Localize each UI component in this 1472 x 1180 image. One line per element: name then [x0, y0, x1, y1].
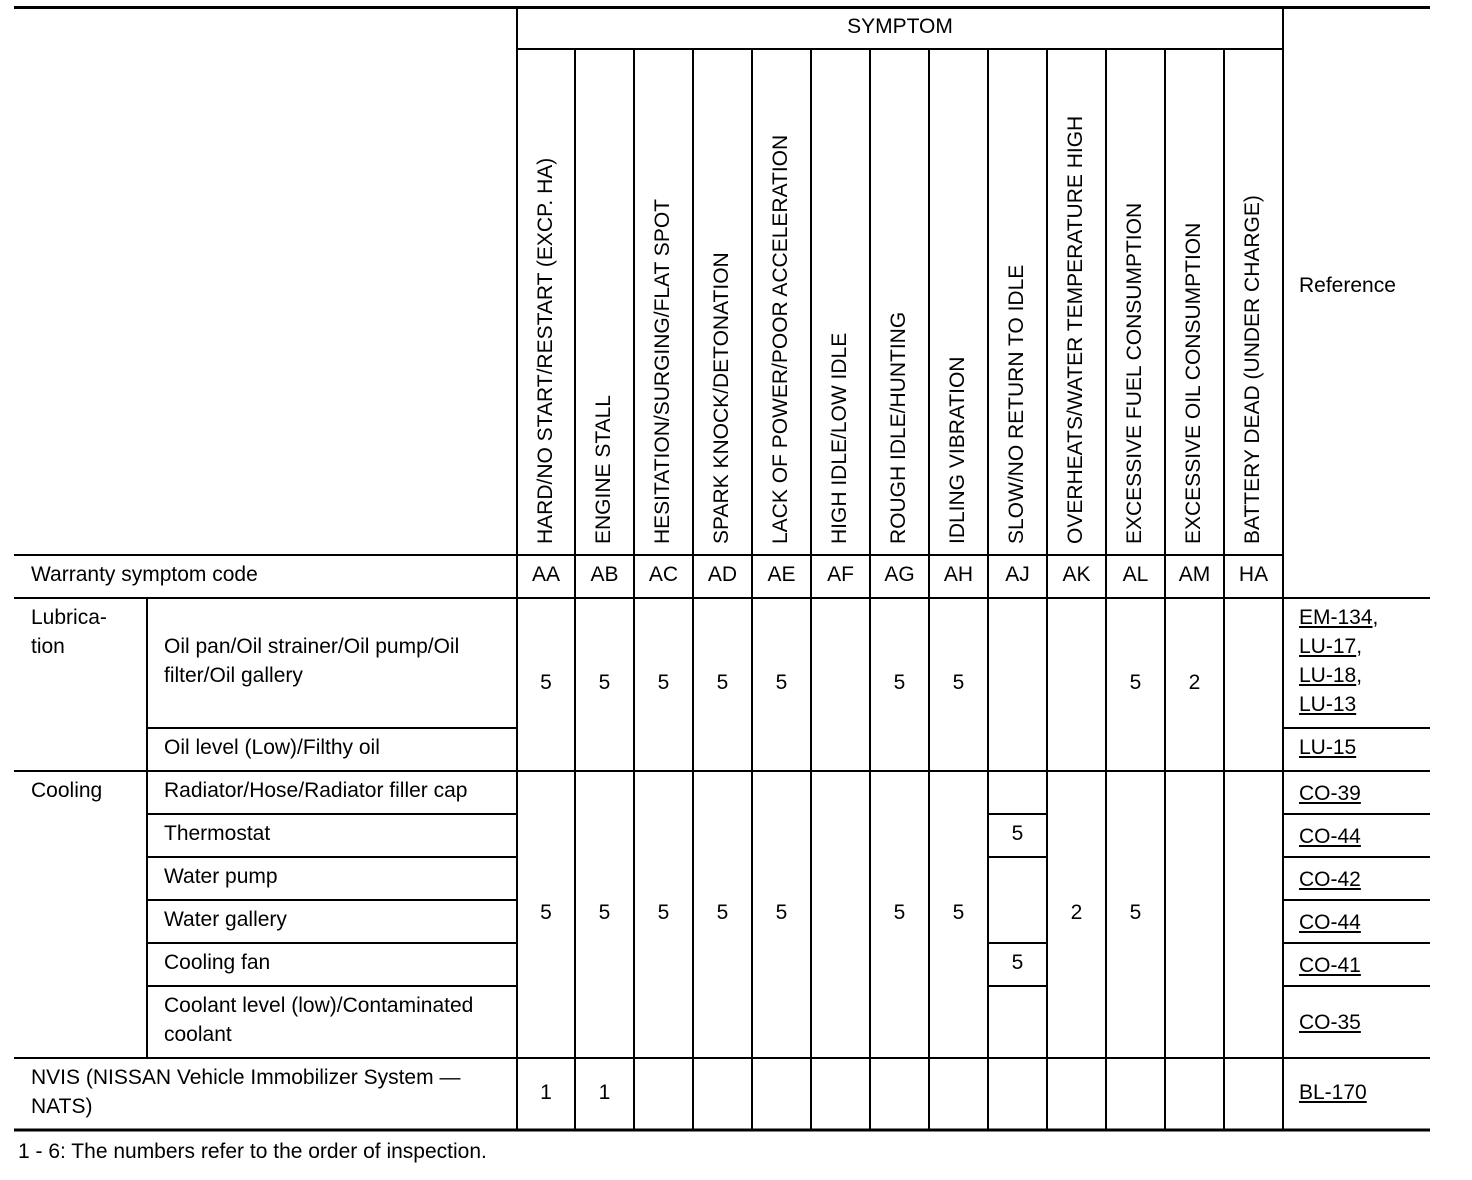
symptom-header: ENGINE STALL — [592, 395, 615, 544]
item-name-nvis: NVIS (NISSAN Vehicle Immobilizer System — — [31, 1066, 461, 1089]
warranty-code: AJ — [1005, 563, 1030, 586]
symptom-header: HESITATION/SURGING/FLAT SPOT — [651, 199, 674, 544]
inspection-order: 5 — [540, 901, 552, 924]
inspection-order: 5 — [598, 671, 611, 694]
warranty-code: AA — [531, 563, 560, 586]
inspection-order: 5 — [540, 671, 552, 694]
symptom-header: SLOW/NO RETURN TO IDLE — [1005, 264, 1028, 544]
footnote: 1 - 6: The numbers refer to the order of inspection. — [18, 1140, 487, 1163]
warranty-code: AH — [943, 563, 974, 586]
reference-link[interactable]: CO-44 — [1299, 824, 1361, 848]
inspection-order: 1 — [540, 1081, 552, 1104]
category-cooling: Cooling — [31, 779, 103, 802]
inspection-order: 5 — [775, 671, 788, 694]
warranty-code: AC — [648, 563, 679, 586]
reference-link[interactable]: CO-44 — [1299, 910, 1361, 934]
item-name: Radiator/Hose/Radiator filler cap — [164, 779, 468, 802]
reference-link[interactable]: EM-134, — [1299, 603, 1378, 632]
reference-link[interactable]: CO-41 — [1299, 953, 1361, 977]
item-name: Water pump — [164, 865, 278, 888]
reference-link[interactable]: LU-15 — [1299, 736, 1357, 759]
item-name: Oil level (Low)/Filthy oil — [164, 736, 380, 759]
inspection-order: 5 — [1011, 951, 1024, 974]
inspection-order: 5 — [1129, 671, 1142, 694]
category-lubrication: Lubrica- — [31, 606, 107, 629]
warranty-code: AK — [1062, 563, 1091, 586]
item-name: Oil pan/Oil strainer/Oil pump/Oil — [164, 635, 460, 658]
item-name: Coolant level (low)/Contaminated — [164, 994, 474, 1017]
reference-link[interactable]: LU-18, — [1299, 661, 1362, 690]
reference-link[interactable]: BL-170 — [1299, 1081, 1367, 1104]
warranty-code: AF — [827, 563, 854, 586]
warranty-code: AL — [1122, 563, 1149, 586]
inspection-order: 5 — [716, 671, 729, 694]
inspection-order: 5 — [1129, 901, 1142, 924]
item-name: Cooling fan — [164, 951, 271, 974]
category-lubrication: tion — [31, 635, 65, 658]
inspection-order: 5 — [893, 901, 906, 924]
symptom-header: SPARK KNOCK/DETONATION — [710, 252, 733, 544]
item-name: filter/Oil gallery — [164, 664, 303, 687]
warranty-code: HA — [1238, 563, 1269, 586]
inspection-order: 5 — [775, 901, 788, 924]
symptom-header: EXCESSIVE OIL CONSUMPTION — [1182, 222, 1205, 544]
inspection-order: 5 — [657, 901, 670, 924]
warranty-code: AE — [767, 563, 796, 586]
reference-link[interactable]: CO-42 — [1299, 867, 1361, 891]
reference-link[interactable]: CO-39 — [1299, 781, 1361, 805]
reference-link[interactable]: LU-17, — [1299, 632, 1362, 661]
inspection-order: 5 — [716, 901, 729, 924]
reference-header: Reference — [1299, 274, 1396, 297]
warranty-code: AD — [707, 563, 738, 586]
inspection-order: 2 — [1070, 901, 1083, 924]
symptom-group-header: SYMPTOM — [847, 15, 953, 38]
ref-separator: , — [1356, 664, 1363, 687]
symptom-header: HARD/NO START/RESTART (EXCP. HA) — [534, 157, 557, 544]
inspection-order: 5 — [952, 901, 965, 924]
inspection-order: 5 — [657, 671, 670, 694]
inspection-order: 5 — [598, 901, 611, 924]
ref-separator: , — [1356, 635, 1363, 658]
item-name: coolant — [164, 1023, 232, 1046]
reference-link[interactable]: LU-13 — [1299, 693, 1357, 716]
symptom-header: BATTERY DEAD (UNDER CHARGE) — [1241, 195, 1264, 544]
warranty-code: AG — [884, 563, 915, 586]
warranty-code: AM — [1178, 563, 1211, 586]
symptom-header: EXCESSIVE FUEL CONSUMPTION — [1123, 202, 1146, 544]
item-name: Water gallery — [164, 908, 287, 931]
symptom-header: ROUGH IDLE/HUNTING — [887, 311, 910, 544]
symptom-header: IDLING VIBRATION — [946, 356, 969, 544]
reference-link[interactable]: CO-35 — [1299, 1011, 1361, 1034]
inspection-order: 5 — [893, 671, 906, 694]
warranty-code-label: Warranty symptom code — [31, 563, 258, 586]
item-name-nvis: NATS) — [31, 1095, 93, 1118]
warranty-code: AB — [590, 563, 619, 586]
ref-separator: , — [1372, 606, 1379, 629]
inspection-order: 1 — [598, 1081, 611, 1104]
inspection-order: 5 — [1011, 822, 1024, 845]
inspection-order: 5 — [952, 671, 965, 694]
inspection-order: 2 — [1188, 671, 1201, 694]
symptom-header: LACK OF POWER/POOR ACCELERATION — [769, 134, 792, 544]
item-name: Thermostat — [164, 822, 271, 845]
symptom-table — [14, 6, 1430, 1132]
symptom-header: HIGH IDLE/LOW IDLE — [828, 332, 851, 544]
symptom-header: OVERHEATS/WATER TEMPERATURE HIGH — [1064, 115, 1087, 544]
